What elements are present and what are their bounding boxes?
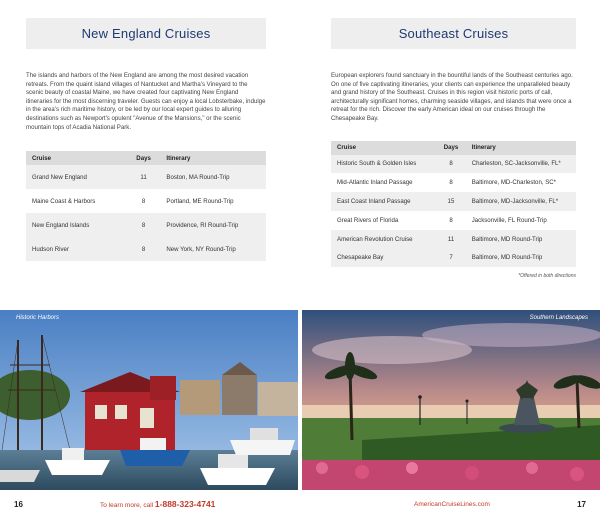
cruise-days: 15 <box>436 192 465 211</box>
new-england-header <box>26 18 266 49</box>
cruise-itinerary: Baltimore, MD Round-Trip <box>466 230 576 249</box>
cruise-name: Grand New England <box>26 165 127 189</box>
landscape-illustration <box>302 310 600 490</box>
cruise-name: East Coast Inland Passage <box>331 192 436 211</box>
southeast-title: Southeast Cruises <box>398 26 509 41</box>
table-row <box>26 189 266 213</box>
footnote: *Offered in both directions <box>518 273 576 280</box>
cruise-name: Chesapeake Bay <box>331 249 436 268</box>
cruise-name: Hudson River <box>26 237 127 261</box>
southern-landscape-photo <box>302 310 600 490</box>
cruise-itinerary: Charleston, SC-Jacksonville, FL* <box>466 155 576 174</box>
cruise-days: 8 <box>436 173 465 192</box>
column-header-days: Days <box>436 141 465 155</box>
cruise-itinerary: Baltimore, MD-Jacksonville, FL* <box>466 192 576 211</box>
cruise-itinerary: Jacksonville, FL Round-Trip <box>466 211 576 230</box>
table-row <box>331 230 576 249</box>
cruise-days: 8 <box>436 211 465 230</box>
table-row <box>331 155 576 174</box>
table-row <box>331 173 576 192</box>
phone-number[interactable]: 1-888-323-4741 <box>154 499 216 509</box>
cruise-itinerary: New York, NY Round-Trip <box>160 237 266 261</box>
table-header-row <box>331 141 576 155</box>
new-england-table <box>26 151 266 261</box>
historic-harbor-photo <box>0 310 298 490</box>
cruise-name: American Revolution Cruise <box>331 230 436 249</box>
website-link[interactable]: AmericanCruiseLines.com <box>414 501 490 508</box>
cruise-days: 8 <box>127 189 161 213</box>
cruise-itinerary: Baltimore, MD-Charleston, SC* <box>466 173 576 192</box>
table-row <box>26 213 266 237</box>
new-england-title: New England Cruises <box>81 26 211 41</box>
historic-harbors-caption: Historic Harbors <box>16 315 60 321</box>
table-row <box>331 192 576 211</box>
column-header-itinerary: Itinerary <box>466 141 576 155</box>
table-row <box>26 165 266 189</box>
learn-more-line <box>100 499 215 509</box>
cruise-days: 11 <box>127 165 161 189</box>
page-number-right: 17 <box>577 500 586 509</box>
new-england-section <box>26 18 266 261</box>
page-footer <box>0 492 600 525</box>
cruise-name: Maine Coast & Harbors <box>26 189 127 213</box>
column-header-cruise: Cruise <box>26 151 127 165</box>
table-row <box>26 237 266 261</box>
cruise-name: Mid-Atlantic Inland Passage <box>331 173 436 192</box>
page-number-left: 16 <box>14 500 23 509</box>
cruise-itinerary: Baltimore, MD Round-Trip <box>466 249 576 268</box>
cruise-days: 8 <box>127 237 161 261</box>
column-header-itinerary: Itinerary <box>160 151 266 165</box>
cruise-days: 8 <box>436 155 465 174</box>
table-header-row <box>26 151 266 165</box>
cruise-name: New England Islands <box>26 213 127 237</box>
harbor-illustration <box>0 310 298 490</box>
cruise-name: Great Rivers of Florida <box>331 211 436 230</box>
southern-landscapes-caption: Southern Landscapes <box>529 315 588 321</box>
southeast-intro: European explorers found sanctuary in the bountiful lands of the Southeast centuries ago. On one of five captivating itineraries, your clients can experience the unparalleled beauty and grand history of the Southeast. Cruises in this region visit historic ports of call, architecturally significant homes, charming seaside villages, and islands that were once a retreat for the rich. Discover the early American ideal on our cruises through the Chesapeake Bay. <box>331 72 573 122</box>
cruise-itinerary: Providence, RI Round-Trip <box>160 213 266 237</box>
learn-more-text: To learn more, call <box>100 502 154 509</box>
cruise-days: 8 <box>127 213 161 237</box>
cruise-days: 7 <box>436 249 465 268</box>
cruise-itinerary: Boston, MA Round-Trip <box>160 165 266 189</box>
new-england-intro: The islands and harbors of the New England are among the most desired vacation retreats. From the quaint island villages of Nantucket and Martha's Vineyard to the scenic beauty of coastal Maine, we have created four captivating New England itineraries for the most discerning traveler. Guests can enjoy a local Lobsterbake, indulge in the area's rich maritime history, or be led by our local expert guides to alluring destinations such as Newport's opulent "Avenue of the Mansions," or the scenic mountain tops of Acadia National Park. <box>26 72 266 131</box>
cruise-itinerary: Portland, ME Round-Trip <box>160 189 266 213</box>
column-header-days: Days <box>127 151 161 165</box>
cruise-name: Historic South & Golden Isles <box>331 155 436 174</box>
southeast-header <box>331 18 576 49</box>
southeast-section <box>331 18 576 279</box>
table-row <box>331 211 576 230</box>
column-header-cruise: Cruise <box>331 141 436 155</box>
table-row <box>331 249 576 268</box>
cruise-days: 11 <box>436 230 465 249</box>
southeast-table <box>331 141 576 268</box>
